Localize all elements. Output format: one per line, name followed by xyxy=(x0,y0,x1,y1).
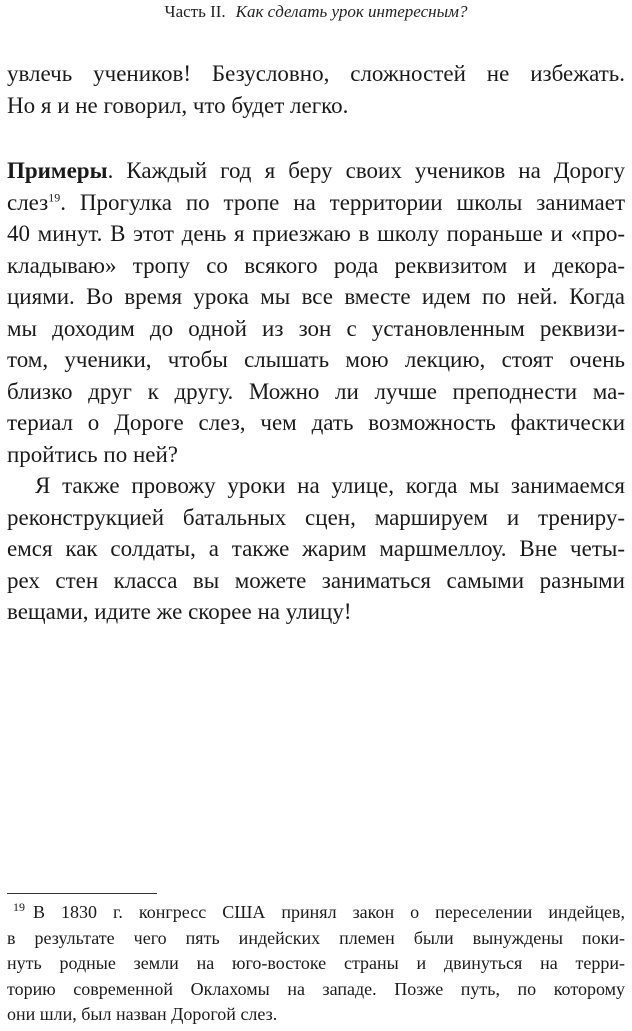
text-line: вещами, идите же скорее на улицу! xyxy=(7,599,352,624)
text-line xyxy=(7,155,625,187)
text-line: мы доходим до одной из зон с установленным реквизи- xyxy=(7,315,625,341)
text-run: . Прогулка по тропе на территории школы занимает xyxy=(60,189,625,215)
footnote-number: 19 xyxy=(13,900,25,914)
footnote xyxy=(7,900,625,1028)
text-run: . Каждый год я беру своих учеников на Дорогу xyxy=(107,158,625,183)
text-line: Но я и не говорил, что будет легко. xyxy=(7,92,349,118)
text-line: кладываю» тропу со всякого рода реквизитом и декора- xyxy=(7,252,625,278)
footnote-divider xyxy=(7,893,157,894)
text-line: 40 минут. В этот день я приезжаю в школу пораньше и «про- xyxy=(7,221,625,246)
footnote-line xyxy=(7,900,625,926)
footnote-line: торию современной Оклахомы на западе. Позже путь, по которому xyxy=(7,978,625,999)
text-line: рех стен класса вы можете заниматься самыми разными xyxy=(7,567,625,593)
footnote-text-run: В 1830 г. конгресс США принял закон о переселении индейцев, xyxy=(33,902,625,922)
footnote-line: они шли, был назван Дорогой слез. xyxy=(7,1004,278,1024)
text-line: близко друг к другу. Можно ли лучше преподнести ма- xyxy=(7,378,625,404)
text-line: увлечь учеников! Безусловно, сложностей не избежать. xyxy=(7,61,625,86)
examples-heading: Примеры xyxy=(7,158,108,183)
text-line: пройтись по ней? xyxy=(7,441,179,467)
footnote-reference[interactable]: 19 xyxy=(48,189,61,204)
body-text xyxy=(7,58,625,628)
footnote-line: нуть родные земли на юго-востоке страны и двинуться на терри- xyxy=(7,953,625,973)
text-line: реконструкцией батальных сцен, маршируем и трениру- xyxy=(7,504,625,530)
running-head-title: Как сделать урок интересным? xyxy=(235,2,468,21)
text-line: емся как солдаты, а также жарим маршмеллоу. Вне четы- xyxy=(7,536,625,561)
text-line: териал о Дороге слез, чем дать возможность фактически xyxy=(7,410,625,435)
text-line xyxy=(7,187,625,219)
text-line: том, ученики, чтобы слышать мою лекцию, стоят очень xyxy=(7,347,625,372)
footnote-line: в результате чего пять индейских племен были вынуждены поки- xyxy=(7,927,625,948)
text-line: Я также провожу уроки на улице, когда мы занимаемся xyxy=(35,473,625,498)
text-run: слез xyxy=(7,189,49,215)
running-head xyxy=(0,2,632,22)
running-head-part: Часть II. xyxy=(164,2,226,21)
text-line: циями. Во время урока мы все вместе идем по ней. Когда xyxy=(7,284,625,309)
